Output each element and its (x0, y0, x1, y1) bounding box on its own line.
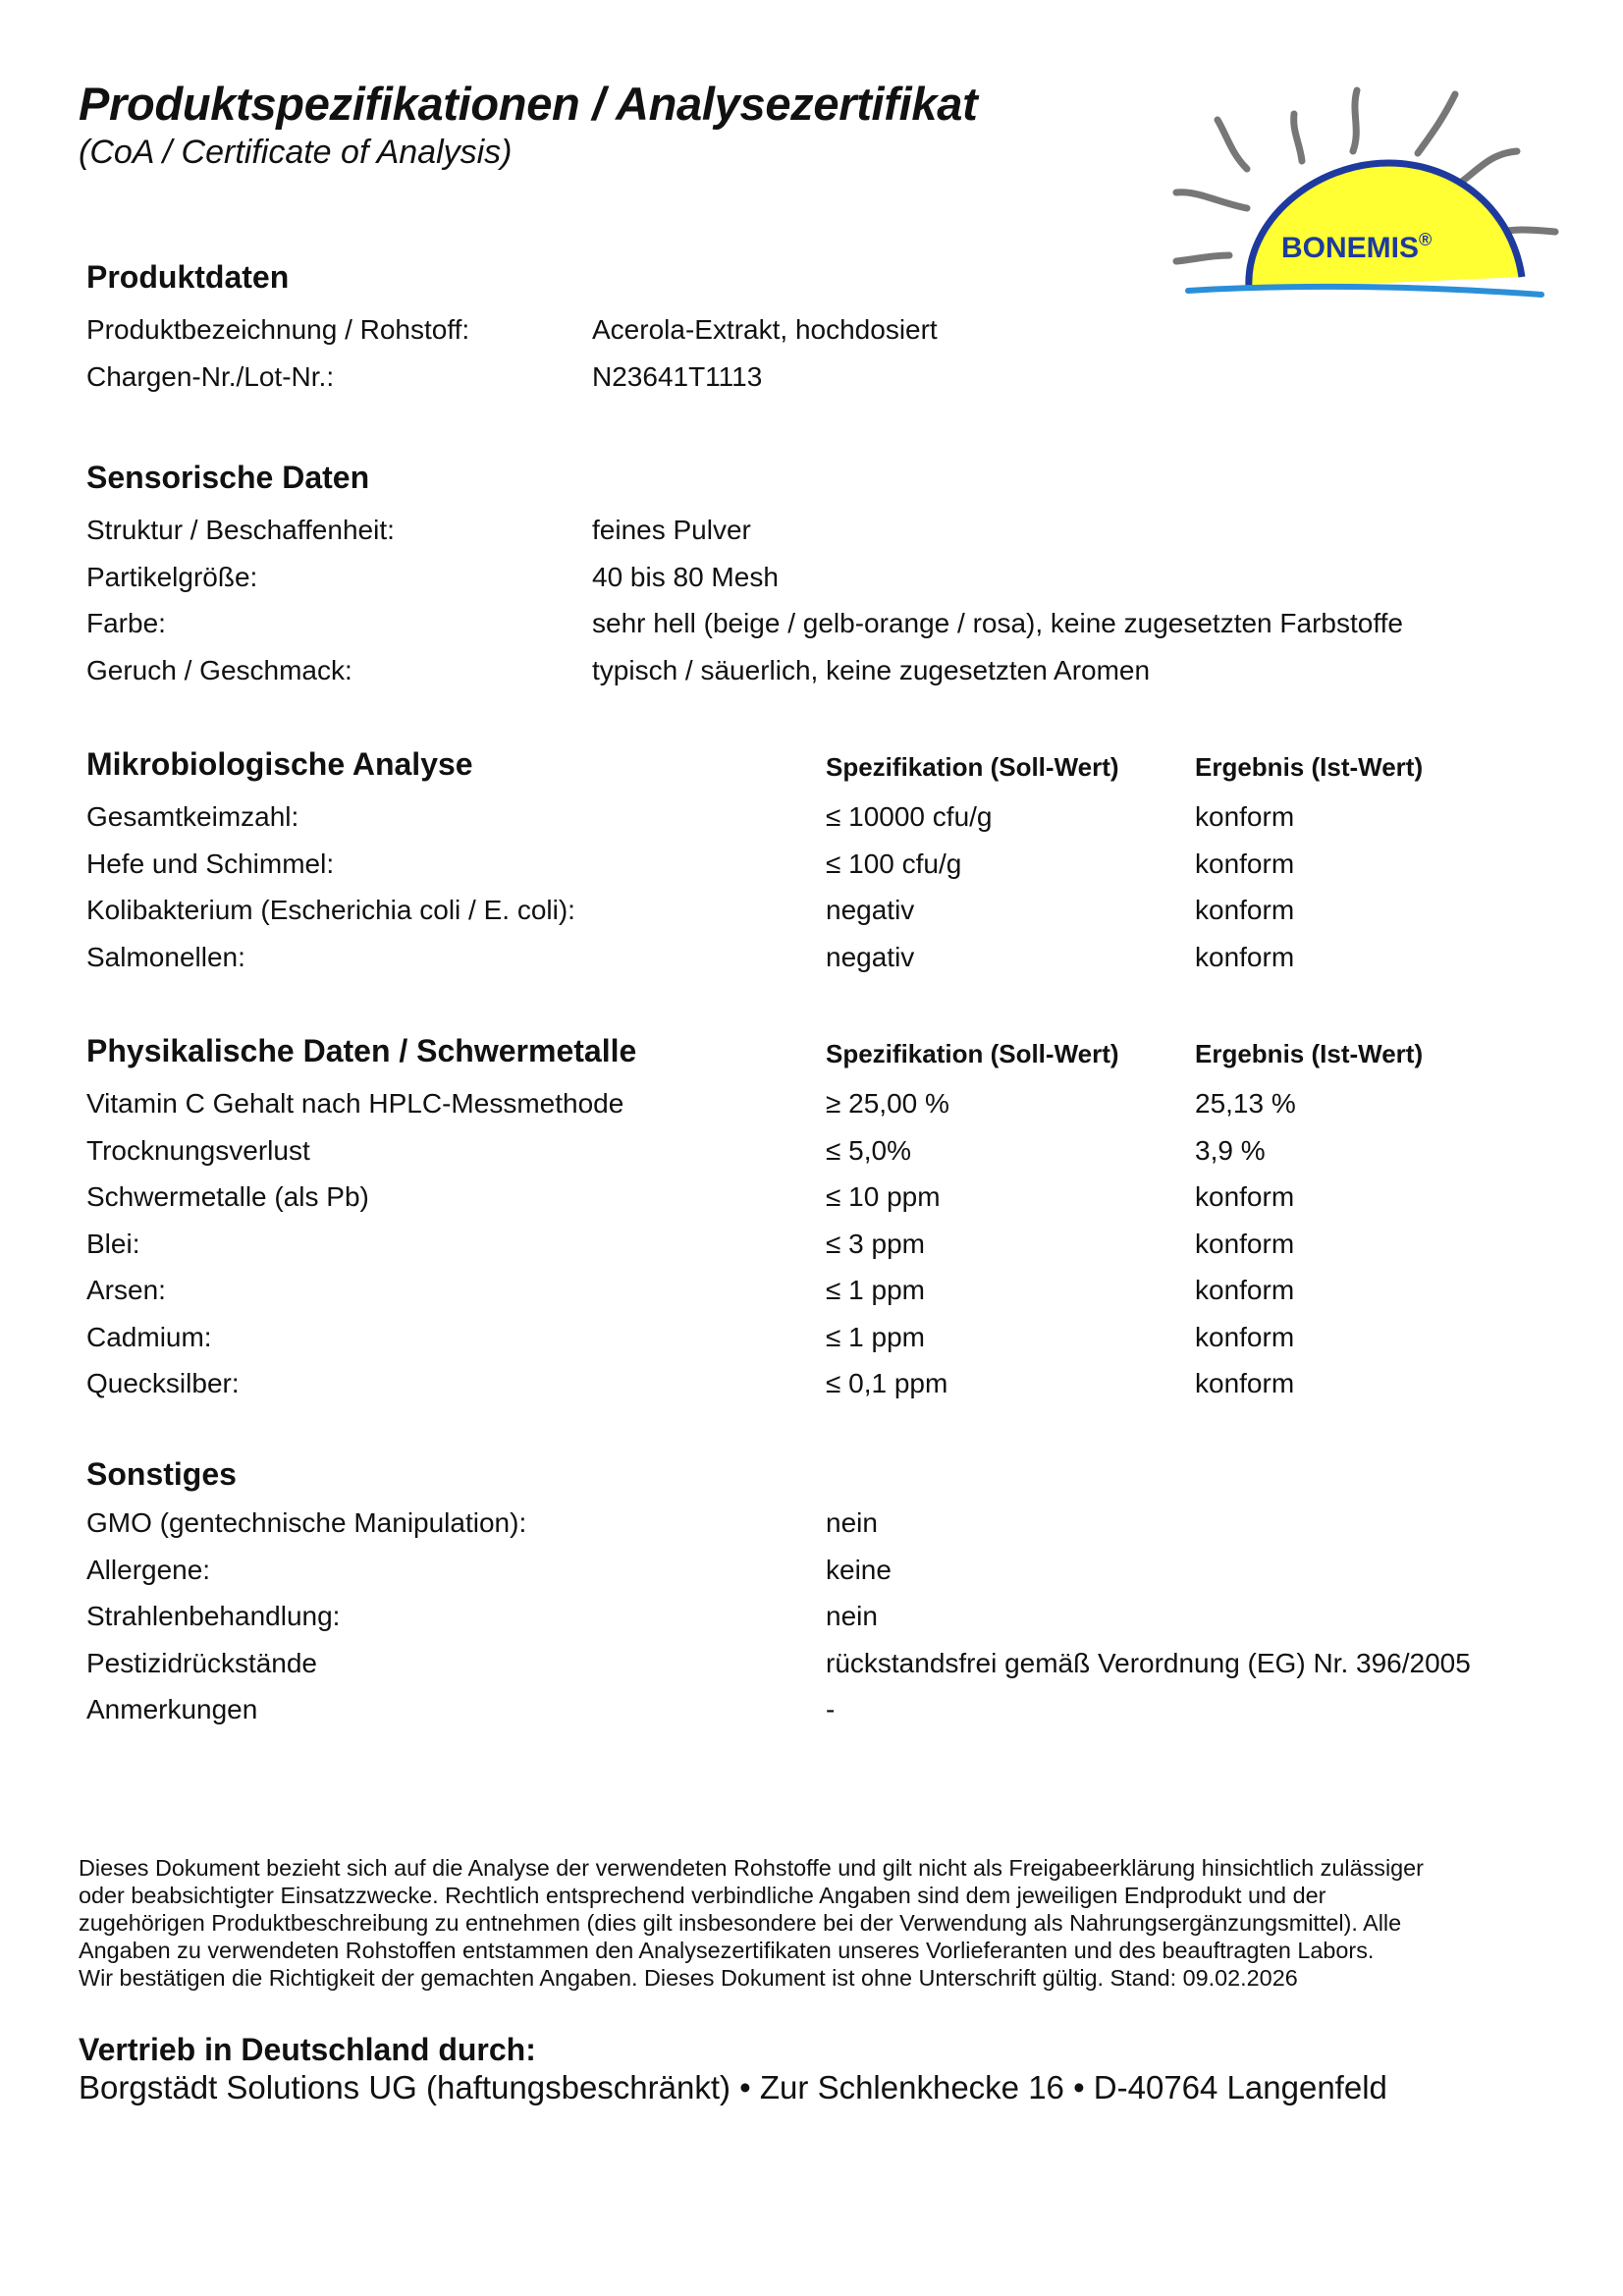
disclaimer-line: Angaben zu verwendeten Rohstoffen entstammen den Analysezertifikaten unseres Vorlieferanten und des beauftragten Labors. (79, 1938, 1375, 1963)
table-row (86, 1368, 1540, 1415)
result-column-header: Ergebnis (Ist-Wert) (1195, 752, 1424, 782)
section-title: Produktdaten (86, 259, 290, 295)
row-spec: ≤ 1 ppm (826, 1275, 925, 1305)
row-label: Pestizidrückstände (86, 1647, 318, 1678)
data-row (86, 1694, 1540, 1741)
spec-column-header: Spezifikation (Soll-Wert) (826, 1039, 1119, 1068)
row-value: feines Pulver (592, 515, 751, 545)
result-column-header: Ergebnis (Ist-Wert) (1195, 1039, 1424, 1068)
row-result: konform (1195, 895, 1295, 925)
row-label: Vitamin C Gehalt nach HPLC-Messmethode (86, 1088, 624, 1119)
data-row (86, 562, 1540, 609)
row-label: Partikelgröße: (86, 561, 258, 592)
row-result: konform (1195, 1368, 1295, 1398)
row-label: GMO (gentechnische Manipulation): (86, 1507, 527, 1538)
table-row (86, 1229, 1540, 1276)
row-spec: ≤ 100 cfu/g (826, 847, 962, 879)
row-label: Salmonellen: (86, 941, 245, 972)
row-label: Farbe: (86, 608, 166, 638)
vertrieb-address: Borgstädt Solutions UG (haftungsbeschränkt) • Zur Schlenkhecke 16 • D-40764 Langenfeld (79, 2069, 1387, 2105)
section-title: Sensorische Daten (86, 460, 370, 495)
row-label: Allergene: (86, 1554, 211, 1585)
row-label: Produktbezeichnung / Rohstoff: (86, 314, 470, 345)
spec-column-header: Spezifikation (Soll-Wert) (826, 752, 1119, 782)
row-result: konform (1195, 801, 1295, 832)
row-result: konform (1195, 1321, 1295, 1352)
row-spec: ≤ 5,0% (826, 1134, 911, 1166)
row-result: 25,13 % (1195, 1088, 1296, 1119)
table-row (86, 942, 1540, 989)
row-value: sehr hell (beige / gelb-orange / rosa), keine zugesetzten Farbstoffe (592, 608, 1403, 638)
data-row (86, 361, 1540, 409)
row-label: Strahlenbehandlung: (86, 1601, 341, 1631)
row-label: Anmerkungen (86, 1694, 258, 1724)
row-label: Arsen: (86, 1275, 166, 1305)
table-row (86, 1322, 1540, 1369)
row-value: nein (826, 1507, 878, 1538)
row-label: Cadmium: (86, 1321, 212, 1352)
mikrobiologie-section (86, 746, 1540, 988)
row-label: Geruch / Geschmack: (86, 654, 352, 685)
logo-text: BONEMIS® (1281, 230, 1433, 264)
row-result: konform (1195, 1275, 1295, 1305)
data-row (86, 655, 1540, 702)
table-row (86, 1275, 1540, 1322)
table-row (86, 1088, 1540, 1135)
data-row (86, 1601, 1540, 1648)
table-row (86, 895, 1540, 942)
section-title: Mikrobiologische Analyse (86, 746, 473, 782)
row-spec: ≤ 3 ppm (826, 1228, 925, 1259)
disclaimer-line: oder beabsichtigter Einsatzzwecke. Rechtlich entsprechend verbindliche Angaben sind dem jeweiligen Endprodukt und der (79, 1883, 1326, 1908)
row-result: konform (1195, 941, 1295, 972)
row-label: Hefe und Schimmel: (86, 847, 335, 879)
row-result: konform (1195, 847, 1295, 879)
row-value: Acerola-Extrakt, hochdosiert (592, 314, 938, 345)
table-row (86, 848, 1540, 896)
data-row (86, 1507, 1540, 1555)
row-label: Kolibakterium (Escherichia coli / E. coli): (86, 895, 575, 925)
row-value: - (826, 1694, 836, 1724)
row-spec: ≤ 10000 cfu/g (826, 801, 993, 832)
row-value: typisch / säuerlich, keine zugesetzten Aromen (592, 654, 1151, 685)
row-spec: negativ (826, 895, 915, 925)
physik-section (86, 1033, 1540, 1415)
row-label: Trocknungsverlust (86, 1134, 310, 1166)
produktdaten-section (86, 259, 1540, 408)
sensorik-section (86, 460, 1540, 701)
row-label: Struktur / Beschaffenheit: (86, 515, 395, 545)
section-title: Sonstiges (86, 1456, 237, 1492)
vertrieb-heading: Vertrieb in Deutschland durch: (79, 2032, 536, 2067)
row-label: Gesamtkeimzahl: (86, 801, 299, 832)
row-label: Blei: (86, 1228, 140, 1259)
sonstiges-section (86, 1456, 1540, 1741)
row-spec: ≤ 1 ppm (826, 1321, 925, 1352)
data-row (86, 1648, 1540, 1695)
row-spec: ≥ 25,00 % (826, 1088, 949, 1119)
disclaimer-line: Dieses Dokument bezieht sich auf die Analyse der verwendeten Rohstoffe und gilt nicht als Freigabeerklärung hinsichtlich zulässiger (79, 1855, 1424, 1881)
row-label: Chargen-Nr./Lot-Nr.: (86, 360, 335, 392)
data-row (86, 314, 1540, 361)
section-title: Physikalische Daten / Schwermetalle (86, 1033, 637, 1068)
data-row (86, 1555, 1540, 1602)
document-title: Produktspezifikationen / Analysezertifikat (79, 78, 978, 130)
row-label: Quecksilber: (86, 1368, 240, 1398)
row-spec: ≤ 0,1 ppm (826, 1368, 948, 1398)
row-value: 40 bis 80 Mesh (592, 561, 779, 592)
row-spec: negativ (826, 941, 915, 972)
disclaimer-line: zugehörigen Produktbeschreibung zu entnehmen (dies gilt insbesondere bei der Verwendung als Nahrungsergänzungsmittel). Alle (79, 1910, 1402, 1936)
disclaimer-line: Wir bestätigen die Richtigkeit der gemachten Angaben. Dieses Dokument ist ohne Unterschrift gültig. Stand: 09.02.2026 (79, 1965, 1298, 1991)
row-label: Schwermetalle (als Pb) (86, 1181, 369, 1212)
disclaimer (79, 1854, 1551, 1992)
row-value: nein (826, 1601, 878, 1631)
row-result: konform (1195, 1181, 1295, 1212)
row-value: rückstandsfrei gemäß Verordnung (EG) Nr. 396/2005 (826, 1647, 1471, 1678)
table-row (86, 1135, 1540, 1182)
row-value: keine (826, 1554, 892, 1585)
data-row (86, 515, 1540, 562)
row-spec: ≤ 10 ppm (826, 1181, 941, 1212)
table-row (86, 1181, 1540, 1229)
row-result: konform (1195, 1228, 1295, 1259)
data-row (86, 608, 1540, 655)
document-subtitle: (CoA / Certificate of Analysis) (79, 134, 513, 171)
table-row (86, 801, 1540, 848)
row-result: 3,9 % (1195, 1134, 1266, 1166)
row-value: N23641T1113 (592, 360, 763, 392)
